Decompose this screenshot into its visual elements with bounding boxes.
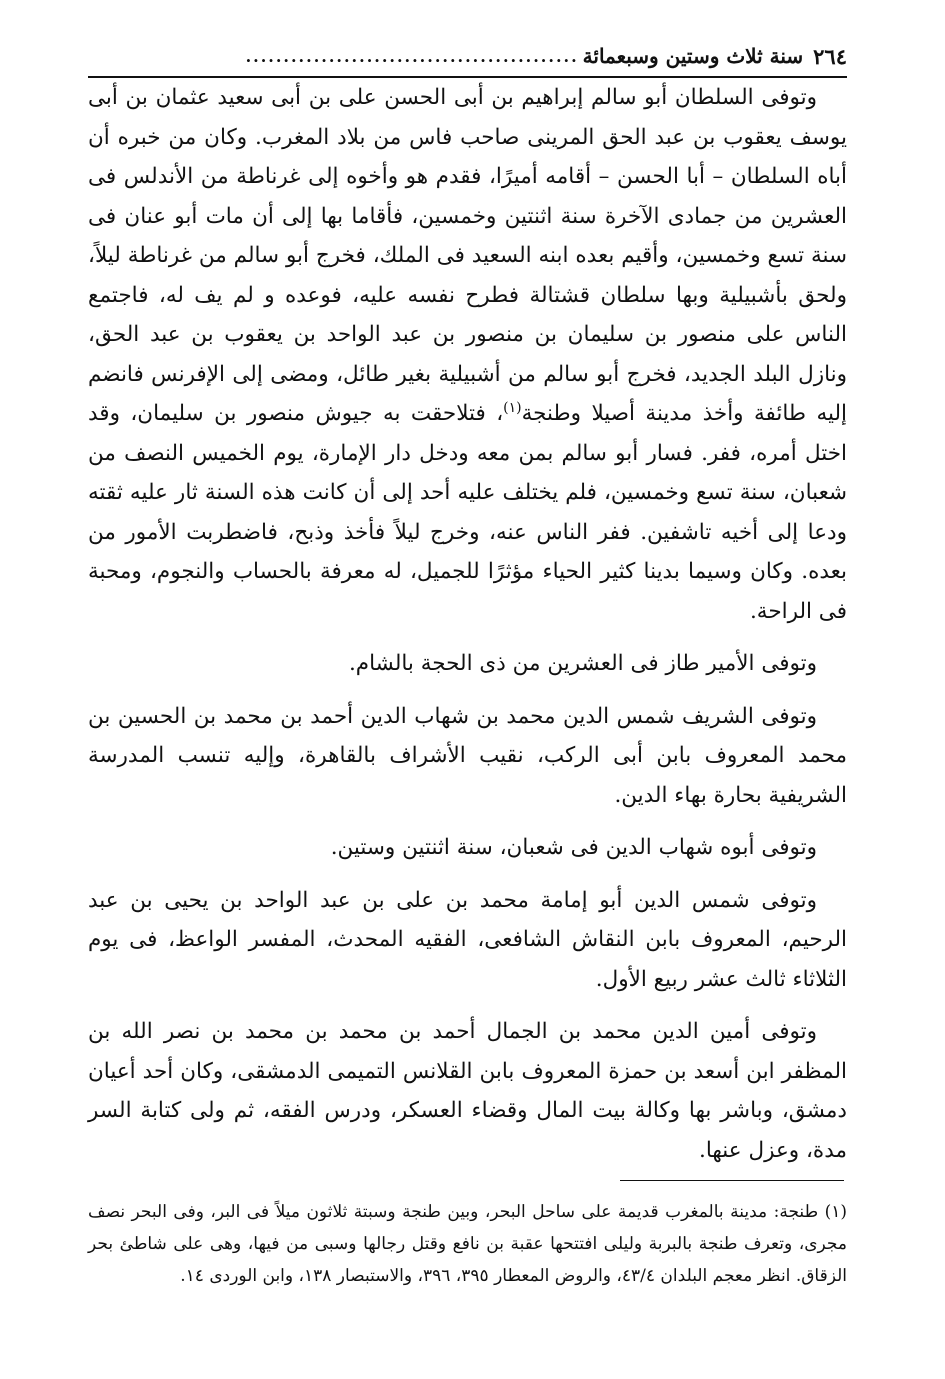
running-title: سنة ثلاث وستين وسبعمائة bbox=[582, 44, 804, 68]
footnote-reference[interactable]: (١) bbox=[503, 399, 522, 416]
footnote-divider bbox=[620, 1180, 844, 1181]
paragraph-text-1: وتوفى السلطان أبو سالم إبراهيم بن أبى الحسن على بن أبى سعيد عثمان بن أبى يوسف يعقوب بن عبد الحق المرينى صاحب فاس من بلاد المغرب. وكان من خبره أن أباه السلطان – أبا الحسن – أقامه أميرًا، فقدم هو وأخوه إلى غرناطة من الأندلس فى العشرين من جمادى الآخرة سنة اثنتين وخمسين، فأقاما بها إلى أن مات أبو عنان فى سنة تسع وخمسين، وأقيم بعده ابنه السعيد فى الملك، فخرج أبو سالم من غرناطة ليلاً، ولحق بأشبيلية وبها سلطان قشتالة فطرح نفسه عليه، فوعده و لم يف له، فاجتمع الناس على منصور بن سليمان بن منصور بن عبد الواحد بن يعقوب بن عبد الحق، ونازل البلد الجديد، فخرج أبو سالم من أشبيلية بغير طائل، ومضى إلى الإفرنس فانضم إليه طائفة وأخذ مدينة أصيلا وطنجة bbox=[88, 85, 847, 426]
footnote bbox=[88, 1196, 847, 1292]
paragraph-taz: وتوفى الأمير طاز فى العشرين من ذى الحجة بالشام. bbox=[348, 651, 817, 676]
paragraph-abu-salem bbox=[88, 78, 847, 631]
paragraph-ibn-naqqash: وتوفى شمس الدين أبو إمامة محمد بن على بن عبد الواحد بن يحيى بن عبد الرحيم، المعروف بابن النقاش الشافعى، الفقيه المحدث، المفسر الواعظ، فى يوم الثلاثاء ثالث عشر ربيع الأول. bbox=[88, 887, 847, 992]
paragraph-text-1-continued: ، فتلاحقت به جيوش منصور بن سليمان، وقد اختل أمره، ففر. فسار أبو سالم بمن معه ودخل دار الإمارة، يوم الخميس النصف من شعبان، سنة تسع وخمسين، فلم يختلف عليه أحد إلى أن كانت هذه السنة ثار عليه ثقته ودعا إلى أخيه تاشفين. ففر الناس عنه، وخرج ليلاً فأخذ وذبح، فاضطربت الأمور من بعده. وكان وسيما بدينا كثير الحياء مؤثرًا للجميل، له معرفة بالحساب والنجوم، ومحبة فى الراحة. bbox=[88, 401, 847, 624]
page-header bbox=[88, 36, 847, 78]
page-number: ٢٦٤ bbox=[813, 43, 847, 69]
dot-leader: ............................................ bbox=[245, 46, 579, 66]
footnote-text: (١) طنجة: مدينة بالمغرب قديمة على ساحل البحر، وبين طنجة وسبتة ثلاثون ميلاً فى البر، وفى البحر نصف مجرى، وتعرف طنجة بالبربة وليلى افتتحها عقبة بن نافع وقتل رجالها وسبى من فيها، وهى على شاطئ بحر الزقاق. انظر معجم البلدان ٤٣/٤، والروض المعطار ٣٩٥، ٣٩٦، والاستبصار ١٣٨، وابن الوردى ١٤. bbox=[88, 1202, 847, 1286]
main-text bbox=[88, 78, 847, 1170]
paragraph-shihab: وتوفى أبوه شهاب الدين فى شعبان، سنة اثنتين وستين. bbox=[330, 835, 817, 860]
paragraph-amin-al-din: وتوفى أمين الدين محمد بن الجمال أحمد بن محمد بن محمد بن نصر الله بن المظفر ابن أسعد بن حمزة المعروف بابن القلانس التميمى الدمشقى، وكان أحد أعيان دمشق، وباشر بها وكالة بيت المال وقضاء العسكر، ودرس الفقه، ثم ولى كتابة السر مدة، وعزل عنها. bbox=[88, 1019, 847, 1163]
paragraph-sharif-shams: وتوفى الشريف شمس الدين محمد بن شهاب الدين أحمد بن محمد بن الحسين بن محمد المعروف بابن أبى الركب، نقيب الأشراف بالقاهرة، وإليه تنسب المدرسة الشريفية بحارة بهاء الدين. bbox=[88, 703, 847, 808]
